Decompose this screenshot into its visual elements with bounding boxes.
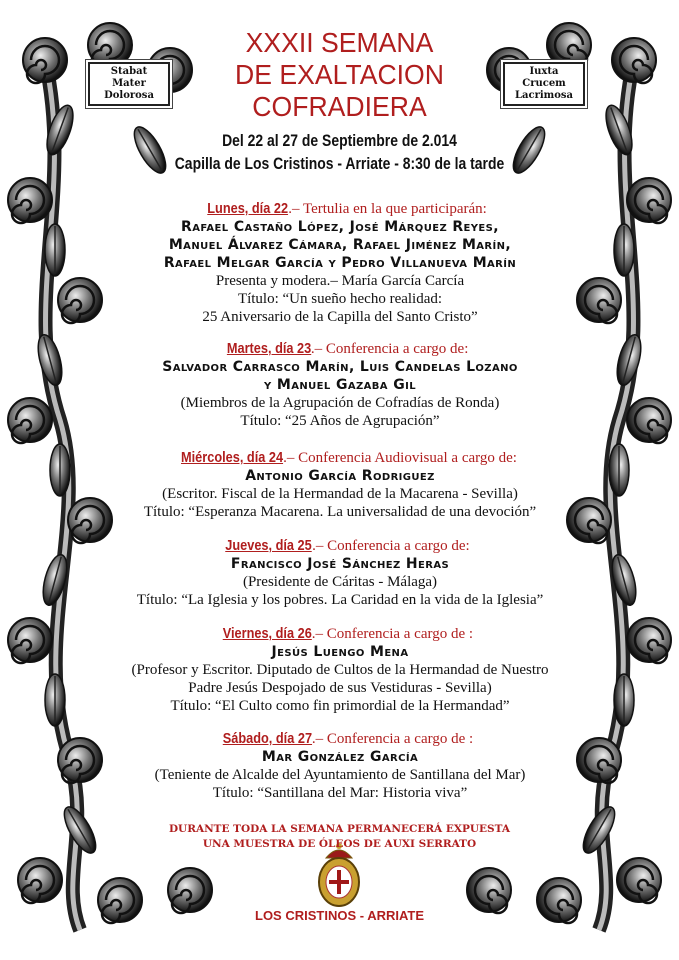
- speaker-names: Manuel Álvarez Cámara, Rafael Jiménez Marín,: [168, 237, 512, 253]
- event-venue: Capilla de Los Cristinos - Arriate - 8:30 de la tarde: [174, 154, 505, 173]
- detail-line: Título: “Un sueño hecho realidad:: [237, 291, 443, 307]
- day-intro: .– Conferencia a cargo de:: [312, 538, 470, 554]
- title-line-1: XXXII SEMANA: [245, 27, 434, 58]
- speaker-names: Antonio García Rodriguez: [245, 468, 435, 484]
- detail-line: (Miembros de la Agrupación de Cofradías de Ronda): [180, 395, 500, 411]
- detail-line: Presenta y modera.– María García Carcía: [215, 273, 465, 289]
- exhibition-notice-2: UNA MUESTRA DE ÓLEOS DE AUXI SERRATO: [202, 838, 477, 850]
- speaker-names: Rafael Melgar García y Pedro Villanueva Marín: [163, 255, 517, 271]
- speaker-names: Mar González García: [261, 749, 419, 765]
- plaque-line: Dolorosa: [104, 90, 154, 101]
- detail-line: Título: “Santillana del Mar: Historia viva”: [212, 785, 468, 801]
- program-day-6: [120, 730, 560, 802]
- day-intro: .– Conferencia Audiovisual a cargo de:: [283, 450, 517, 466]
- day-label: Sábado, día 27: [222, 730, 312, 747]
- plaque-line: Stabat Mater: [110, 66, 148, 89]
- day-label: Martes, día 23: [226, 340, 311, 357]
- title-line-3: COFRADIERA: [252, 91, 427, 122]
- day-label: Miércoles, día 24: [181, 449, 284, 466]
- exhibition-notice-1: DURANTE TODA LA SEMANA PERMANECERÁ EXPUESTA: [168, 823, 511, 835]
- day-label: Jueves, día 25: [225, 537, 313, 554]
- program-day-4: [120, 537, 560, 609]
- detail-line: (Presidente de Cáritas - Málaga): [242, 574, 438, 590]
- detail-line: (Teniente de Alcalde del Ayuntamiento de Santillana del Mar): [154, 767, 526, 783]
- speaker-names: Francisco José Sánchez Heras: [230, 556, 450, 572]
- day-heading: [120, 730, 560, 748]
- footer-organizer: LOS CRISTINOS - ARRIATE: [255, 908, 424, 923]
- detail-line: (Profesor y Escritor. Diputado de Cultos de la Hermandad de Nuestro: [131, 662, 549, 678]
- program-day-2: [120, 340, 560, 430]
- title-line-2: DE EXALTACION: [235, 59, 444, 90]
- detail-line: Padre Jesús Despojado de sus Vestiduras - Sevilla): [188, 680, 492, 696]
- event-dates: Del 22 al 27 de Septiembre de 2.014: [222, 131, 457, 150]
- day-heading: [120, 340, 560, 358]
- detail-line: 25 Aniversario de la Capilla del Santo Cristo”: [202, 309, 478, 325]
- day-label: Lunes, día 22: [207, 200, 289, 217]
- speaker-names: Rafael Castaño López, José Márquez Reyes,: [181, 219, 499, 235]
- speaker-names: Salvador Carrasco Marín, Luis Candelas Lozano: [162, 359, 518, 375]
- day-heading: [120, 200, 560, 218]
- speaker-names: y Manuel Gazaba Gil: [264, 377, 416, 393]
- day-heading: [120, 625, 560, 643]
- detail-line: Título: “La Iglesia y los pobres. La Caridad en la vida de la Iglesia”: [136, 592, 544, 608]
- detail-line: (Escritor. Fiscal de la Hermandad de la Macarena - Sevilla): [162, 486, 518, 502]
- speaker-names: Jesús Luengo Mena: [271, 644, 409, 660]
- plaque-line: Lacrimosa: [514, 90, 574, 101]
- program-day-3: [120, 449, 560, 521]
- crest-logo: [319, 843, 359, 906]
- program-day-1: [120, 200, 560, 326]
- day-label: Viernes, día 26: [222, 625, 312, 642]
- day-intro: .– Conferencia a cargo de :: [311, 626, 474, 642]
- program-day-5: [120, 625, 560, 715]
- day-heading: [120, 449, 560, 467]
- plaque-line: Iuxta Crucem: [522, 66, 566, 89]
- day-intro: .– Conferencia a cargo de :: [311, 731, 474, 747]
- day-intro: .– Conferencia a cargo de:: [310, 341, 469, 357]
- detail-line: Título: “25 Años de Agrupación”: [240, 413, 440, 429]
- detail-line: Título: “El Culto como fin primordial de la Hermandad”: [170, 698, 510, 714]
- day-intro: .– Tertulia en la que participarán:: [288, 201, 487, 217]
- detail-line: Título: “Esperanza Macarena. La universalidad de una devoción”: [143, 504, 537, 520]
- day-heading: [120, 537, 560, 555]
